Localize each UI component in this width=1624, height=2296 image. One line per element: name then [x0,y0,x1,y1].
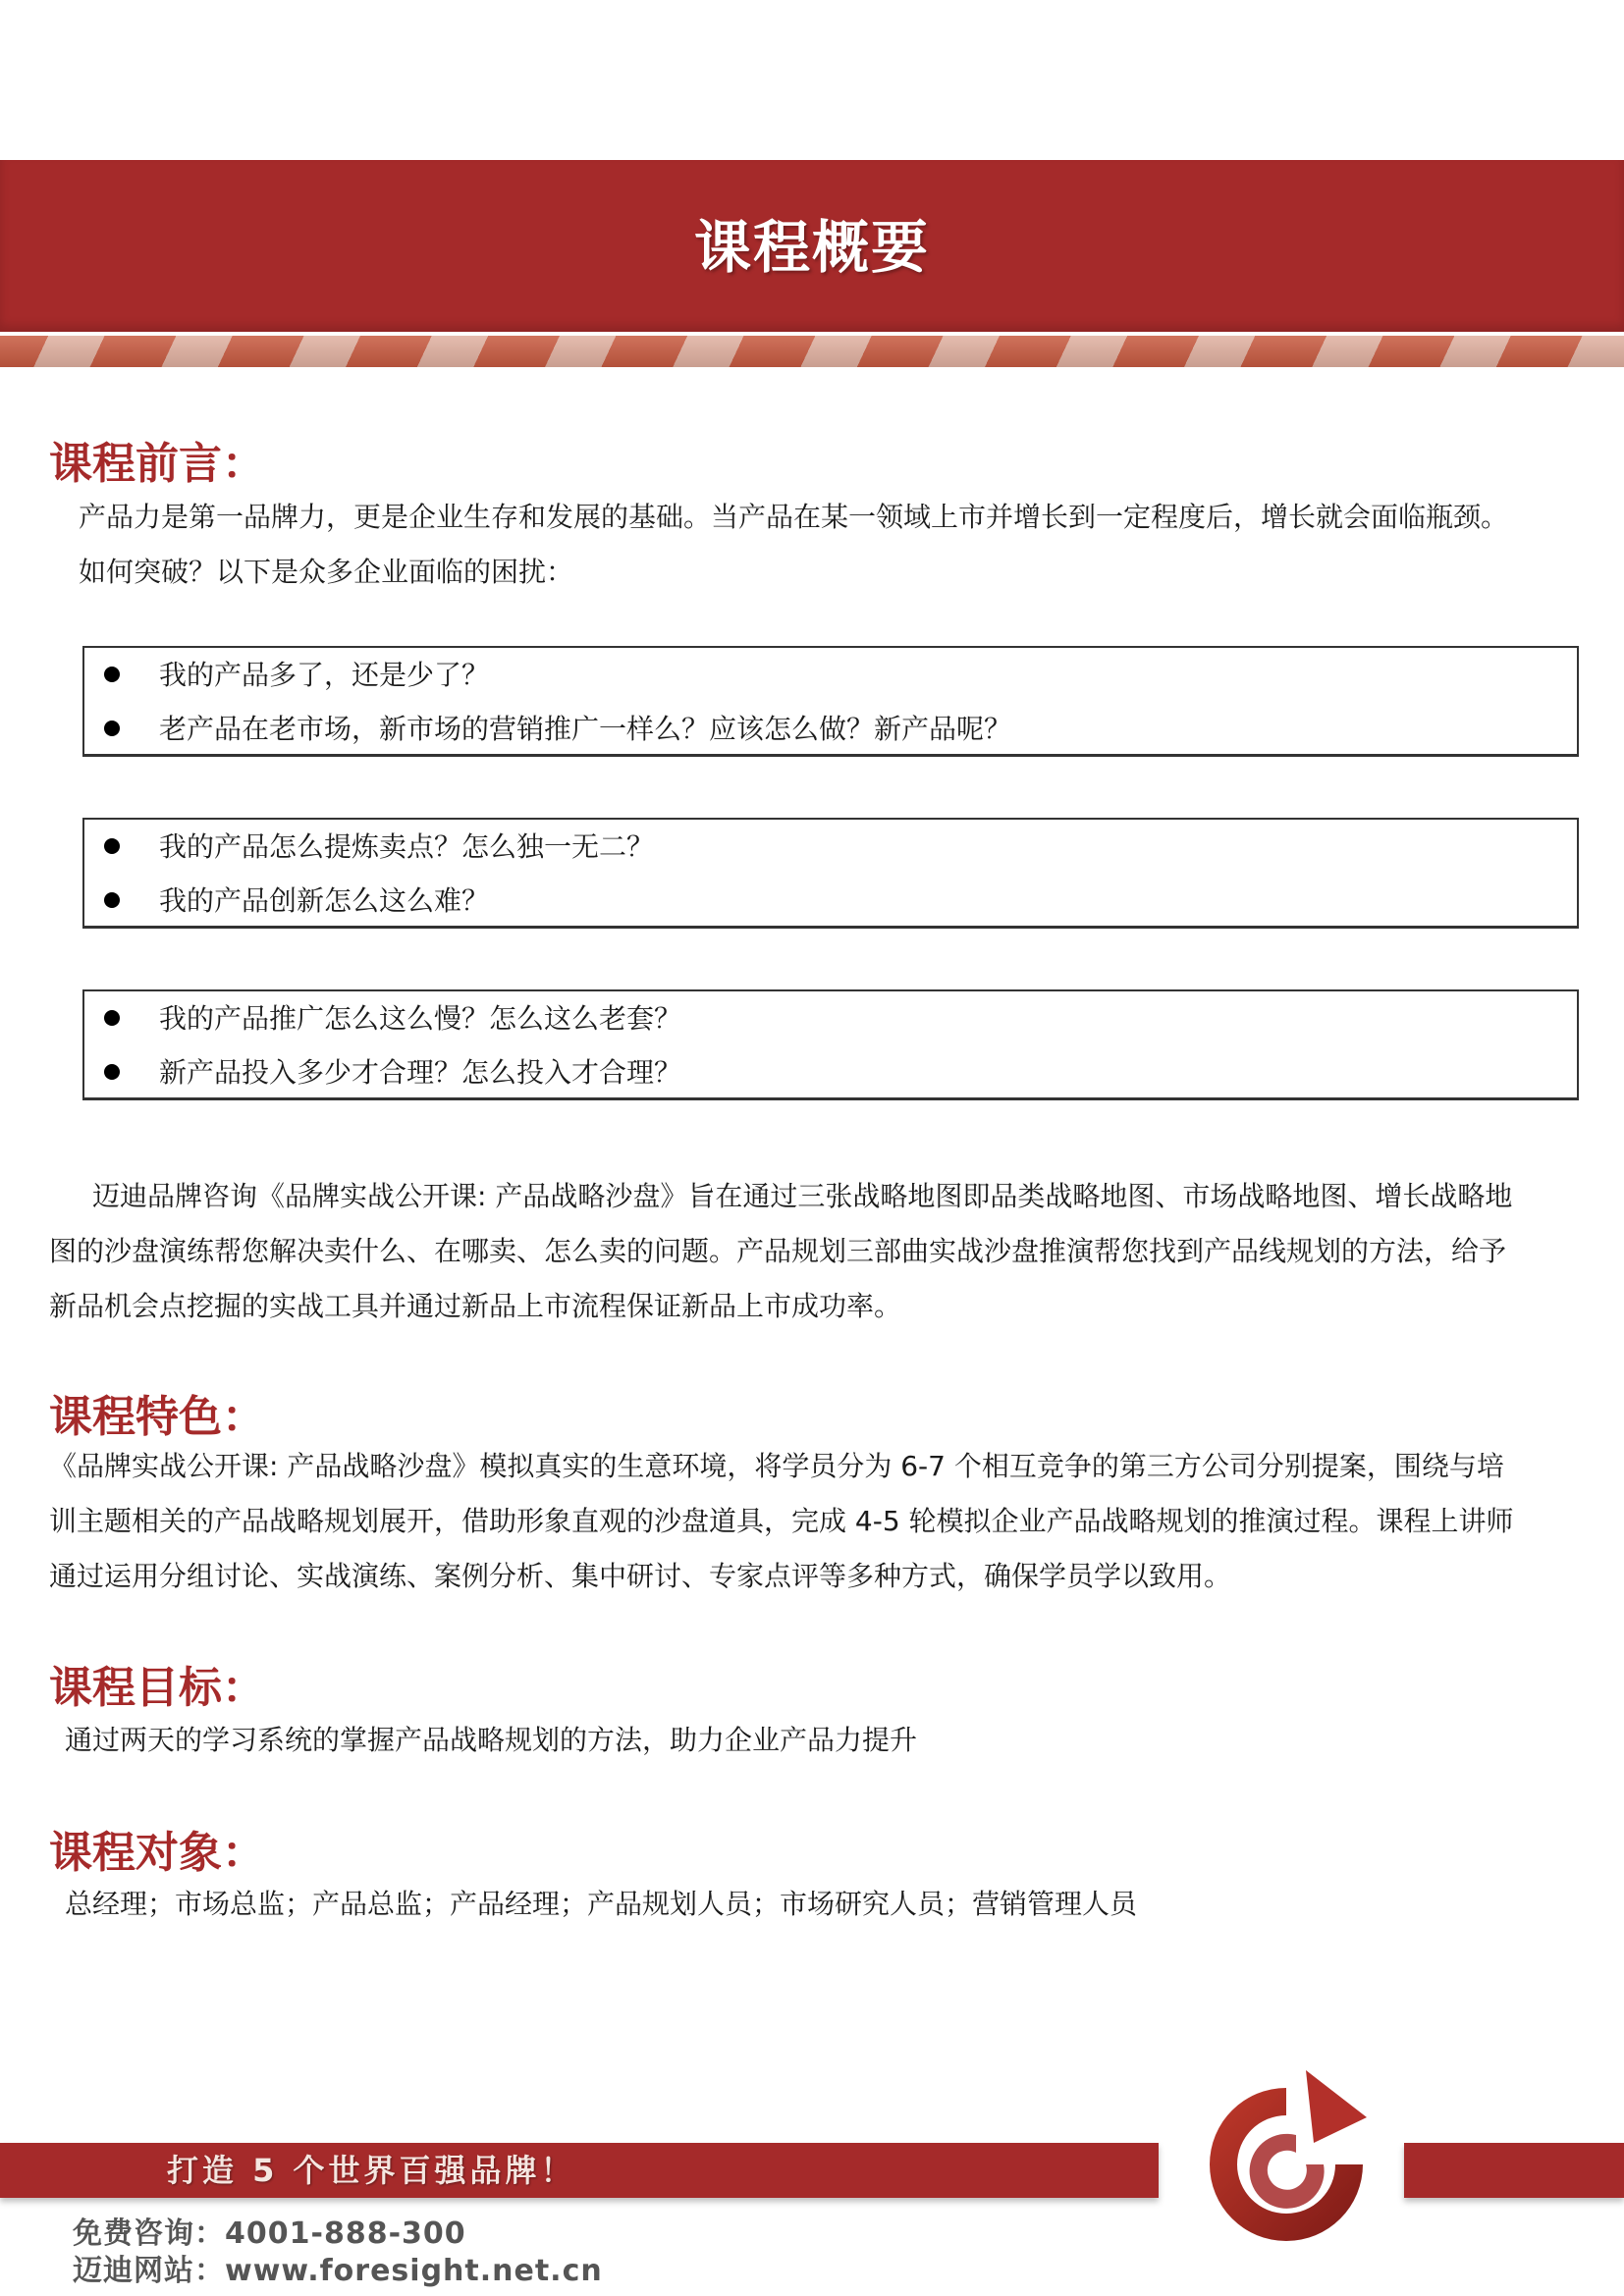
section-title-features: 课程特色： [49,1392,265,1442]
section-title-goals: 课程目标： [49,1663,265,1713]
question-item [104,702,1011,757]
question-box [82,646,1579,757]
audience-text: 总经理；市场总监；产品总监；产品经理；产品规划人员；市场研究人员；营销管理人员 [65,1888,1138,1920]
section-title-intro: 课程前言： [49,439,265,489]
contact-phone: 免费咨询：4001-888-300 [73,2216,466,2251]
question-text: 我的产品怎么提炼卖点？怎么独一无二？ [159,830,655,863]
summary-line: 新品机会点挖掘的实战工具并通过新品上市流程保证新品上市成功率。 [49,1290,902,1322]
features-line: 《品牌实战公开课: 产品战略沙盘》模拟真实的生意环境，将学员分为 6-7 个相互竞争的第三方公司分别提案，围绕与培 [49,1450,1504,1482]
summary-line: 图的沙盘演练帮您解决卖什么、在哪卖、怎么卖的问题。产品规划三部曲实战沙盘推演帮您找到产品线规划的方法，给予 [49,1235,1507,1267]
brand-logo-icon [1188,2066,1384,2263]
question-box [82,989,1579,1100]
question-text: 我的产品创新怎么这么难？ [159,884,490,917]
question-text: 我的产品多了，还是少了？ [159,659,490,691]
bullet-icon [104,892,120,908]
bullet-icon [104,721,120,736]
question-box [82,818,1579,929]
question-item [104,820,654,875]
bullet-icon [104,667,120,682]
intro-line: 产品力是第一品牌力，更是企业生存和发展的基础。当产品在某一领域上市并增长到一定程度后，增长就会面临瓶颈。 [79,501,1509,533]
footer-slogan: 打造 5 个世界百强品牌！ [167,2152,576,2189]
question-item [104,991,681,1046]
question-item [104,648,489,703]
footer-band-right [1404,2143,1624,2198]
summary-line: 迈迪品牌咨询《品牌实战公开课: 产品战略沙盘》旨在通过三张战略地图即品类战略地图、市场战略地图、增长战略地 [92,1180,1513,1212]
question-text: 我的产品推广怎么这么慢？怎么这么老套？ [159,1002,682,1035]
question-text: 新产品投入多少才合理？怎么投入才合理？ [159,1056,682,1089]
bullet-icon [104,1010,120,1026]
features-line: 训主题相关的产品战略规划展开，借助形象直观的沙盘道具，完成 4-5 轮模拟企业产品战略规划的推演过程。课程上讲师 [49,1505,1514,1537]
contact-website[interactable]: 迈迪网站：www.foresight.net.cn [73,2254,603,2288]
intro-line: 如何突破？以下是众多企业面临的困扰： [79,556,574,588]
goals-text: 通过两天的学习系统的掌握产品战略规划的方法，助力企业产品力提升 [65,1724,918,1756]
question-text: 老产品在老市场，新市场的营销推广一样么？应该怎么做？新产品呢？ [159,713,1012,745]
question-item [104,1045,681,1100]
section-title-audience: 课程对象： [49,1828,265,1878]
question-item [104,874,489,929]
features-line: 通过运用分组讨论、实战演练、案例分析、集中研讨、专家点评等多种方式，确保学员学以致用。 [49,1560,1232,1592]
page-title: 课程概要 [693,214,930,281]
bullet-icon [104,838,120,854]
bullet-icon [104,1064,120,1080]
decorative-stripe-bar [0,336,1624,367]
